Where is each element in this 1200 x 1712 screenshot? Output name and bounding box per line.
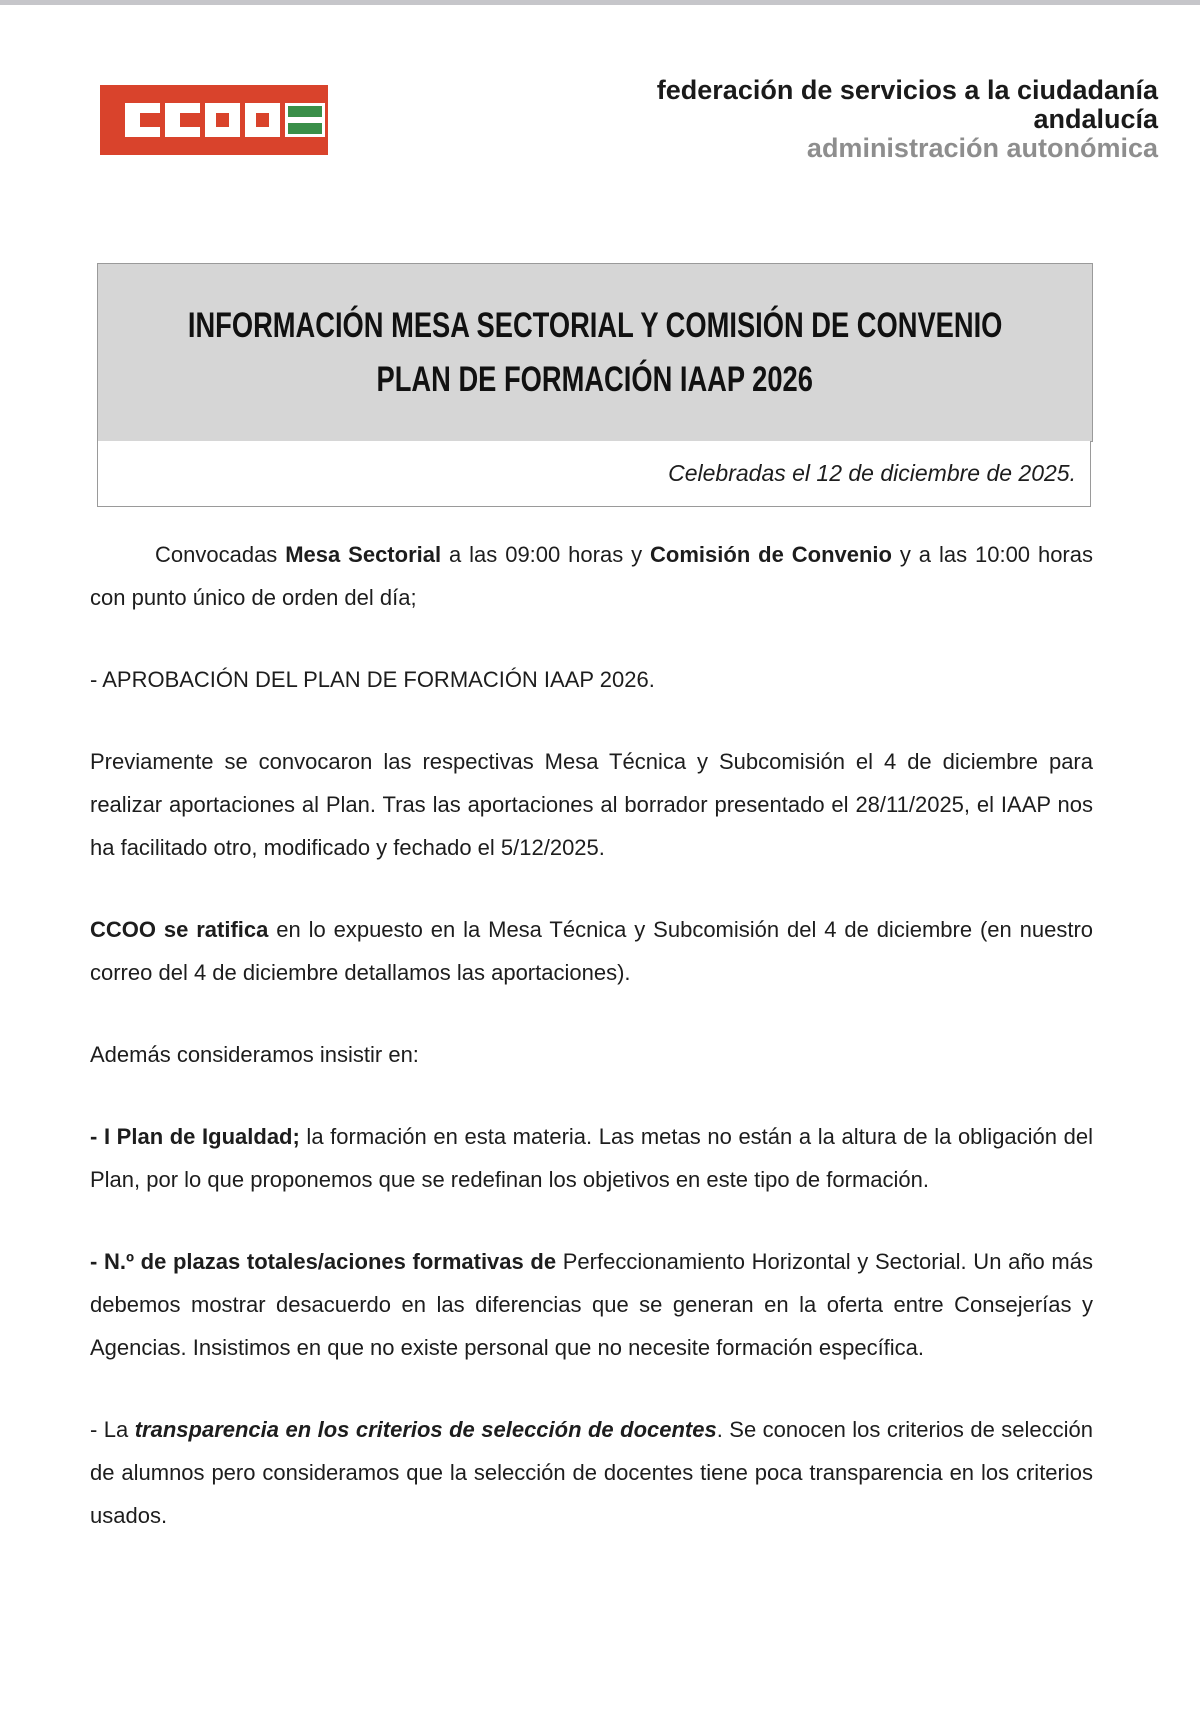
org-line-administration: administración autonómica bbox=[806, 133, 1158, 163]
celebration-date: Celebradas el 12 de diciembre de 2025. bbox=[668, 460, 1076, 486]
text-run: Además consideramos insistir en: bbox=[90, 1042, 419, 1067]
text-run: Comisión de Convenio bbox=[650, 542, 892, 567]
paragraph bbox=[90, 908, 1093, 994]
ccoo-letter-c-icon bbox=[165, 103, 200, 137]
text-run: Convocadas bbox=[155, 542, 286, 567]
document-title-box bbox=[97, 263, 1093, 442]
text-run: - N.º de plazas totales/aciones formativas de bbox=[90, 1249, 557, 1274]
org-line-region: andalucía bbox=[1033, 104, 1158, 134]
page-top-strip bbox=[0, 0, 1200, 5]
org-line-federation: federación de servicios a la ciudadanía bbox=[656, 75, 1158, 105]
paragraph bbox=[90, 533, 1093, 619]
paragraph bbox=[90, 1033, 1093, 1076]
paragraph bbox=[90, 1240, 1093, 1369]
andalucia-flag-icon bbox=[285, 103, 325, 137]
body-text bbox=[90, 533, 1093, 1576]
text-run: - APROBACIÓN DEL PLAN DE FORMACIÓN IAAP 2026. bbox=[90, 667, 655, 692]
document-title-line-1: INFORMACIÓN MESA SECTORIAL Y COMISIÓN DE CONVENIO bbox=[187, 305, 1003, 345]
paragraph bbox=[90, 658, 1093, 701]
document-title-line-2: PLAN DE FORMACIÓN IAAP 2026 bbox=[376, 359, 814, 399]
ccoo-letter-o-icon bbox=[245, 103, 280, 137]
text-run: . Se conocen los criterios de selección de alumnos pero consideramos que la selección de docentes tiene poca transparencia en los criterios usados. bbox=[90, 1417, 1093, 1528]
text-run: a las 09:00 horas y bbox=[441, 542, 651, 567]
text-run: Perfeccionamiento Horizontal y Sectorial. Un año más debemos mostrar desacuerdo en las diferencias que se generan en la oferta entre Consejerías y Agencias. Insistimos en que no existe personal que no necesite formación específica. bbox=[90, 1249, 1093, 1360]
text-run: en lo expuesto en la Mesa Técnica y Subcomisión del 4 de diciembre (en nuestro correo del 4 de diciembre detallamos las aportaciones). bbox=[90, 917, 1094, 985]
ccoo-letter-c-icon bbox=[125, 103, 160, 137]
text-run: Previamente se convocaron las respectivas Mesa Técnica y Subcomisión el 4 de diciembre para realizar aportaciones al Plan. Tras las aportaciones al borrador presentado el 28/11/2025, el IAAP nos ha facilitado otro, modificado y fechado el 5/12/2025. bbox=[90, 749, 1093, 860]
text-run: la formación en esta materia. Las metas no están a la altura de la obligación del Plan, por lo que proponemos que se redefinan los objetivos en este tipo de formación. bbox=[90, 1124, 1093, 1192]
text-run: - La bbox=[90, 1417, 135, 1442]
paragraph bbox=[90, 740, 1093, 869]
text-run: Mesa Sectorial bbox=[285, 542, 442, 567]
paragraph bbox=[90, 1115, 1093, 1201]
text-run: transparencia en los criterios de selección de docentes bbox=[134, 1417, 717, 1442]
organisation-header bbox=[657, 76, 1158, 163]
celebration-date-box bbox=[97, 441, 1091, 507]
paragraph bbox=[90, 1408, 1093, 1537]
text-run: CCOO se ratifica bbox=[90, 917, 269, 942]
ccoo-logo bbox=[100, 85, 328, 155]
text-run: y a las 10:00 horas con punto único de orden del día; bbox=[90, 542, 1093, 610]
ccoo-letter-o-icon bbox=[205, 103, 240, 137]
text-run: - I Plan de Igualdad; bbox=[90, 1124, 300, 1149]
